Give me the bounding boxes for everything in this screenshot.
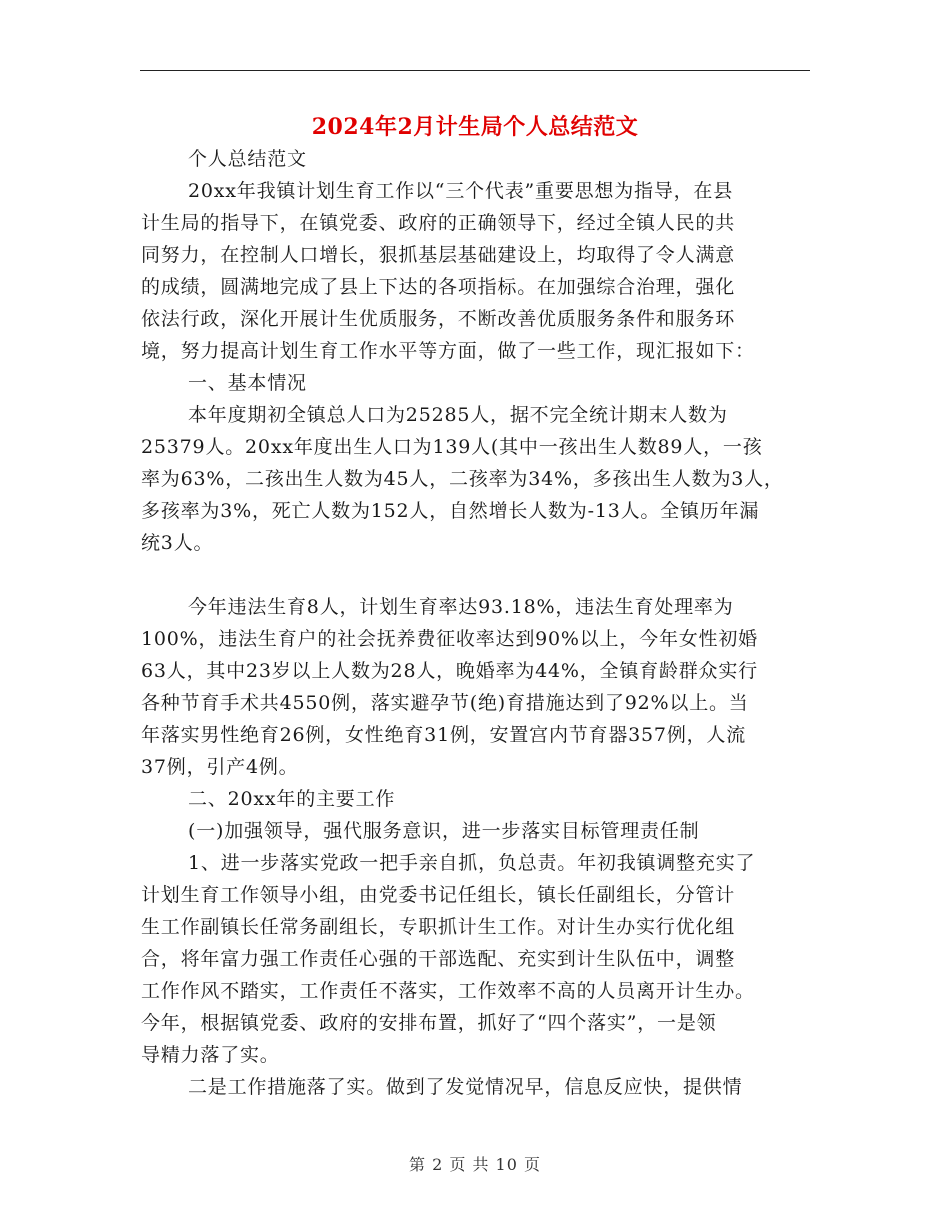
text-line: 依法行政，深化开展计生优质服务，不断改善优质服务条件和服务环 xyxy=(141,308,736,330)
page-number-footer: 第 2 页 共 10 页 xyxy=(409,1155,541,1174)
document-title: 2024年2月计生局个人总结范文 xyxy=(311,114,639,140)
section-heading: 一、基本情况 xyxy=(188,372,307,394)
text-line: 合，将年富力强工作责任心强的干部选配、充实到计生队伍中，调整 xyxy=(141,948,736,970)
text-line: 率为63%，二孩出生人数为45人，二孩率为34%，多孩出生人数为3人， xyxy=(141,468,784,490)
text-line: 的成绩，圆满地完成了县上下达的各项指标。在加强综合治理，强化 xyxy=(141,276,736,298)
text-line: 20xx年我镇计划生育工作以“三个代表”重要思想为指导，在县 xyxy=(188,180,734,202)
text-line: 各种节育手术共4550例，落实避孕节(绝)育措施达到了92%以上。当 xyxy=(141,692,749,714)
text-line: 二是工作措施落了实。做到了发觉情况早，信息反应快，提供情 xyxy=(188,1076,743,1098)
text-line: 境，努力提高计划生育工作水平等方面，做了一些工作，现汇报如下： xyxy=(141,340,755,362)
text-line: 工作作风不踏实，工作责任不落实，工作效率不高的人员离开计生办。 xyxy=(141,980,755,1002)
text-line: 同努力，在控制人口增长，狠抓基层基础建设上，均取得了令人满意 xyxy=(141,244,736,266)
text-line: 多孩率为3%，死亡人数为152人，自然增长人数为-13人。全镇历年漏 xyxy=(141,500,760,522)
text-line: 1、进一步落实党政一把手亲自抓，负总责。年初我镇调整充实了 xyxy=(188,852,756,874)
text-line: 100%，违法生育户的社会抚养费征收率达到90%以上，今年女性初婚 xyxy=(141,628,758,650)
text-line: 计划生育工作领导小组，由党委书记任组长，镇长任副组长，分管计 xyxy=(141,884,736,906)
text-line: 今年违法生育8人，计划生育率达93.18%，违法生育处理率为 xyxy=(188,596,734,618)
text-line: 年落实男性绝育26例，女性绝育31例，安置宫内节育器357例，人流 xyxy=(141,724,747,746)
text-line: 导精力落了实。 xyxy=(141,1044,280,1066)
text-line: 生工作副镇长任常务副组长，专职抓计生工作。对计生办实行优化组 xyxy=(141,916,736,938)
text-line: 个人总结范文 xyxy=(188,148,307,170)
text-line: 37例，引产4例。 xyxy=(141,756,299,778)
text-line: 今年，根据镇党委、政府的安排布置，抓好了“四个落实”，一是领 xyxy=(141,1012,717,1034)
header-rule xyxy=(140,70,810,71)
text-line: 本年度期初全镇总人口为25285人，据不完全统计期末人数为 xyxy=(188,404,728,426)
subsection-heading: (一)加强领导，强代服务意识，进一步落实目标管理责任制 xyxy=(188,820,700,842)
section-heading: 二、20xx年的主要工作 xyxy=(188,788,396,810)
text-line: 统3人。 xyxy=(141,532,214,554)
text-line: 计生局的指导下，在镇党委、政府的正确领导下，经过全镇人民的共 xyxy=(141,212,736,234)
text-line: 25379人。20xx年度出生人口为139人(其中一孩出生人数89人，一孩 xyxy=(141,436,763,458)
text-line: 63人，其中23岁以上人数为28人，晚婚率为44%，全镇育龄群众实行 xyxy=(141,660,758,682)
